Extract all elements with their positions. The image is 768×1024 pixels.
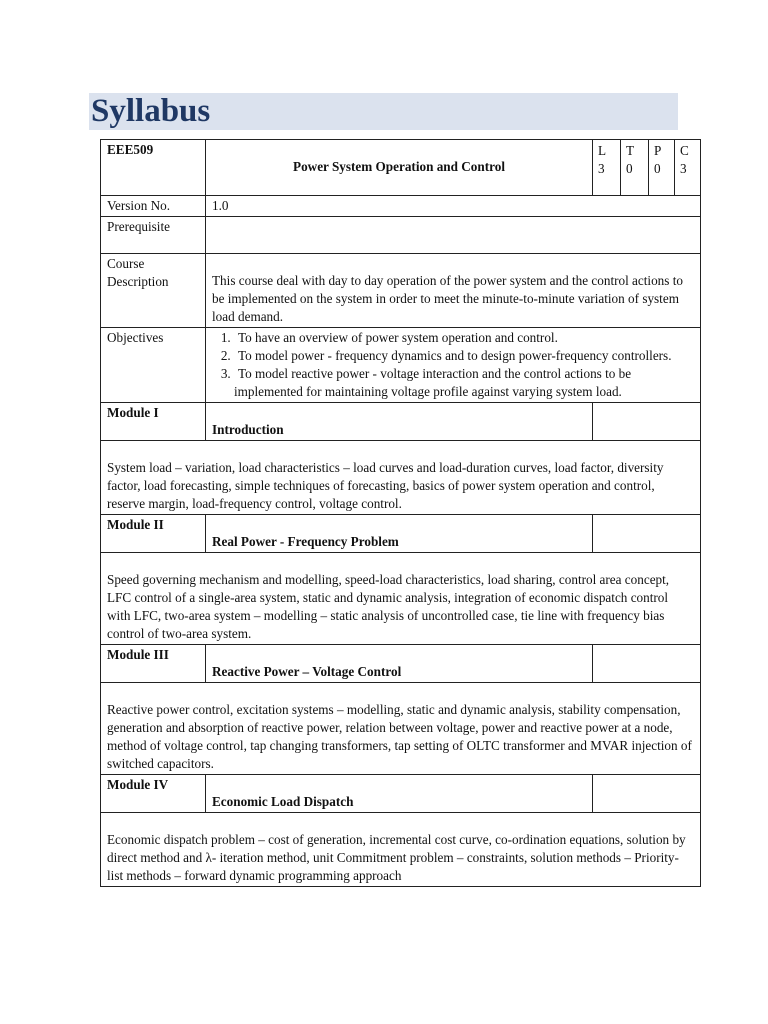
prerequisite-value (206, 217, 701, 254)
module-content-row (101, 441, 701, 515)
prerequisite-row (101, 217, 701, 254)
module-header-row (101, 775, 701, 813)
module-content: Economic dispatch problem – cost of generation, incremental cost curve, co-ordination equations, solution by direct method and λ- iteration method, unit Commitment problem – constraints, solution methods – Priority-list methods – forward dynamic programming approach (101, 813, 701, 887)
description-label (101, 254, 206, 328)
module-extra-cell (593, 403, 701, 441)
version-value: 1.0 (206, 196, 701, 217)
module-title: Introduction (206, 403, 593, 441)
page-title: Syllabus (91, 93, 211, 129)
module-content: Speed governing mechanism and modelling, speed-load characteristics, load sharing, control area concept, LFC control of a single-area system, static and dynamic analysis, integration of economic dispatch control with LFC, two-area system – modelling – static analysis of uncontrolled case, tie line with frequency bias control of two-area system. (101, 553, 701, 645)
module-title: Reactive Power – Voltage Control (206, 645, 593, 683)
ltpc-l-value: 3 (598, 161, 605, 176)
module-header-row (101, 515, 701, 553)
module-content: System load – variation, load characteristics – load curves and load-duration curves, load factor, diversity factor, load forecasting, simple techniques of forecasting, basics of power system operation and control, reserve margin, load-frequency control, voltage control. (101, 441, 701, 515)
ltpc-p-letter: P (654, 143, 662, 158)
ltpc-l (593, 140, 621, 196)
ltpc-t-value: 0 (626, 161, 633, 176)
objectives-content (206, 328, 701, 403)
version-row (101, 196, 701, 217)
description-label-line2: Description (107, 274, 169, 289)
ltpc-p-value: 0 (654, 161, 661, 176)
module-title: Real Power - Frequency Problem (206, 515, 593, 553)
objectives-list (212, 329, 694, 383)
description-row (101, 254, 701, 328)
objective-item: 1. To have an overview of power system operation and control. (234, 329, 694, 347)
module-header-row (101, 645, 701, 683)
module-label: Module IV (101, 775, 206, 813)
objective-item: 3. To model reactive power - voltage interaction and the control actions to be (234, 365, 694, 383)
ltpc-l-letter: L (598, 143, 607, 158)
ltpc-c (675, 140, 701, 196)
module-title: Economic Load Dispatch (206, 775, 593, 813)
module-content: Reactive power control, excitation systems – modelling, static and dynamic analysis, stability compensation, generation and absorption of reactive power, relation between voltage, power and reactive power at a node, method of voltage control, tap changing transformers, tap setting of OLTC transformer and MVAR injection of switched capacitors. (101, 683, 701, 775)
module-label: Module II (101, 515, 206, 553)
course-code: EEE509 (101, 140, 206, 196)
module-extra-cell (593, 775, 701, 813)
module-content-row (101, 683, 701, 775)
ltpc-c-value: 3 (680, 161, 687, 176)
ltpc-t (621, 140, 649, 196)
module-extra-cell (593, 645, 701, 683)
ltpc-p (649, 140, 675, 196)
objective-item-continuation: implemented for maintaining voltage profile against varying system load. (234, 384, 622, 399)
ltpc-t-letter: T (626, 143, 635, 158)
module-extra-cell (593, 515, 701, 553)
course-header-row (101, 140, 701, 196)
description-text: This course deal with day to day operation of the power system and the control actions to be implemented on the system in order to meet the minute-to-minute variation of system load demand. (206, 254, 701, 328)
objectives-row (101, 328, 701, 403)
prerequisite-label: Prerequisite (101, 217, 206, 254)
objective-item: 2. To model power - frequency dynamics and to design power-frequency controllers. (234, 347, 694, 365)
version-label: Version No. (101, 196, 206, 217)
course-title: Power System Operation and Control (206, 140, 593, 196)
ltpc-c-letter: C (680, 143, 689, 158)
module-label: Module I (101, 403, 206, 441)
syllabus-table (100, 139, 701, 887)
objectives-label: Objectives (101, 328, 206, 403)
module-header-row (101, 403, 701, 441)
module-content-row (101, 553, 701, 645)
description-label-line1: Course (107, 256, 145, 271)
module-label: Module III (101, 645, 206, 683)
module-content-row (101, 813, 701, 887)
